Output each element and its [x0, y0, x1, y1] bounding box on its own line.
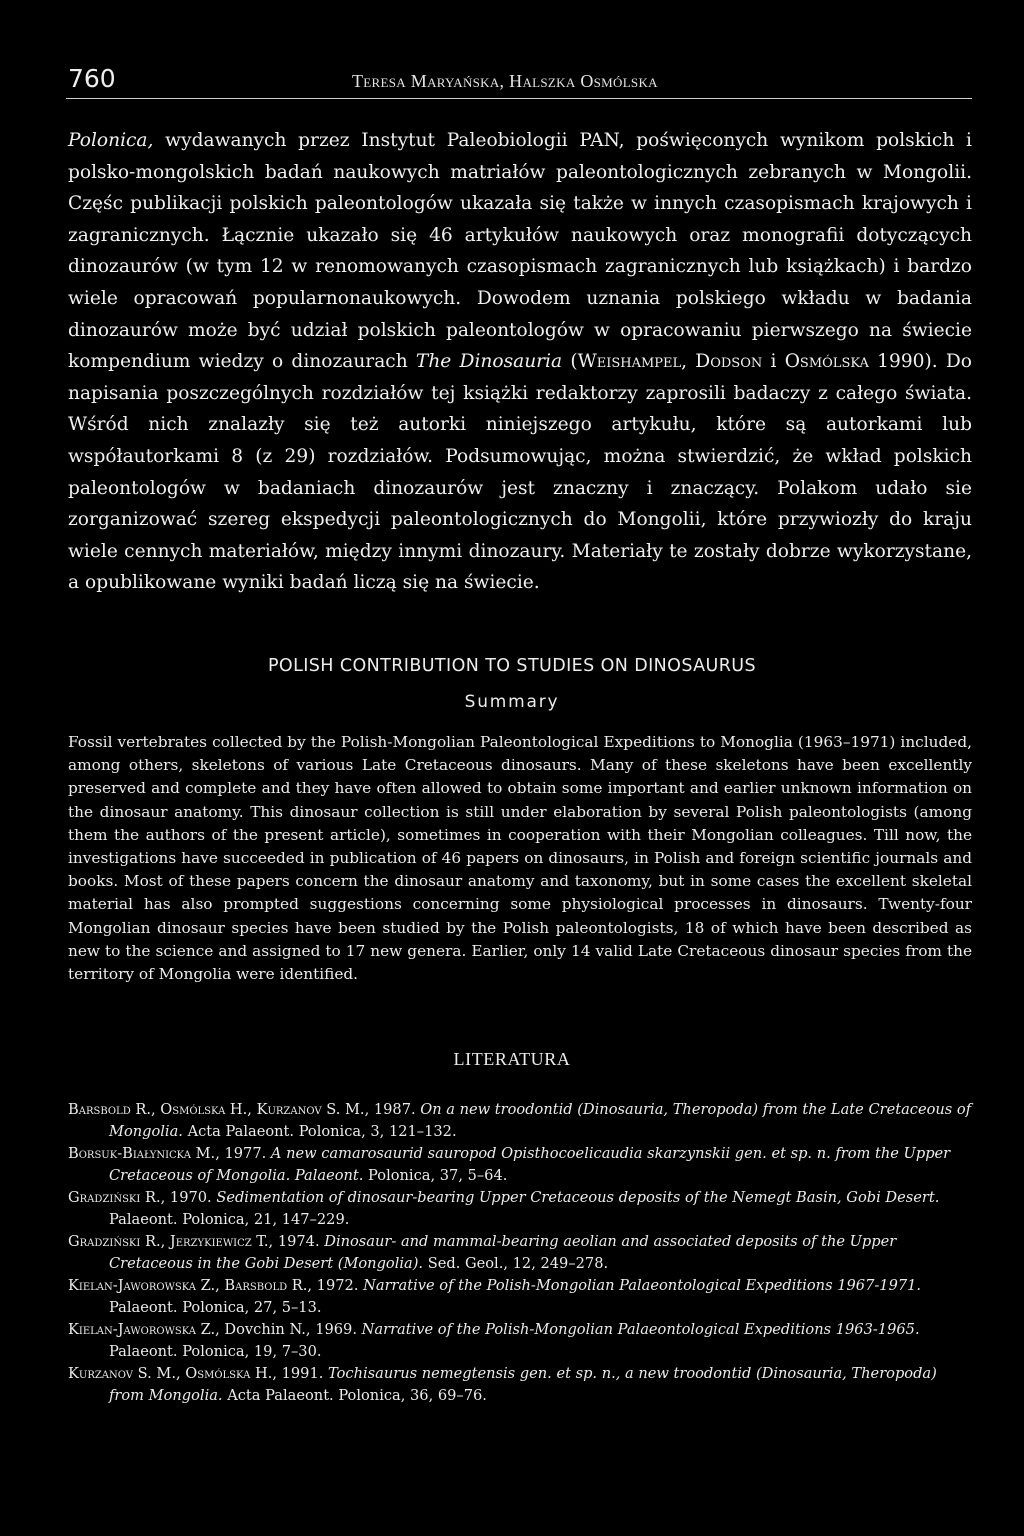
page-header	[66, 62, 972, 99]
reference-item: Borsuk-Białynicka M., 1977. A new camarosaurid sauropod Opisthocoelicaudia skarzynskii gen. et sp. n. from the Upper Cretaceous of Mongolia. Palaeont. Polonica, 37, 5–64.	[68, 1145, 951, 1184]
page-number: 760	[68, 64, 116, 93]
summary-subheading: Summary	[464, 692, 560, 712]
book-title: The Dinosauria	[415, 351, 563, 373]
reference-item: Gradziński R., 1970. Sedimentation of dinosaur-bearing Upper Cretaceous deposits of the Nemegt Basin, Gobi Desert. Palaeont. Polonica, 21, 147–229.	[68, 1189, 940, 1228]
reference-list	[68, 1099, 972, 1407]
reference-item: Kielan-Jaworowska Z., Dovchin N., 1969. Narrative of the Polish-Mongolian Palaeontological Expeditions 1963-1965. Palaeont. Polonica, 19, 7–30.	[68, 1321, 920, 1360]
polish-text-part: wydawanych przez Instytut Paleobiologii PAN, poświęconych wynikom polskich i polsko-mongolskich badań naukowych matriałów paleontologicznych zebranych w Mongolii. Częśc publikacji polskich paleontologów ukazała się także w innych czasopismach krajowych i zagranicznych. Łącznie ukazało się 46 artykułów naukowych oraz monografii dotyczących dinozaurów (w tym 12 w renomowanych czasopismach zagranicznych lub książkach) i bardzo wiele opracowań popularnonaukowych. Dowodem uznania polskiego wkładu w badania dinozaurów może być udział polskich paleontologów w opracowaniu pierwszego na świecie kompendium wiedzy o dinozaurach	[68, 130, 972, 373]
reference-item: Kielan-Jaworowska Z., Barsbold R., 1972. Narrative of the Polish-Mongolian Palaeontological Expeditions 1967-1971. Palaeont. Polonica, 27, 5–13.	[68, 1277, 922, 1316]
polish-paragraph	[68, 125, 972, 599]
reference-item: Barsbold R., Osmólska H., Kurzanov S. M., 1987. On a new troodontid (Dinosauria, Theropoda) from the Late Cretaceous of Mongolia. Acta Palaeont. Polonica, 3, 121–132.	[68, 1101, 972, 1140]
polish-text-part: i	[762, 351, 785, 373]
polish-text-part: (	[562, 351, 578, 373]
citation-author: Osmólska	[784, 351, 869, 373]
literature-heading: LITERATURA	[453, 1049, 571, 1069]
citation-authors: Weishampel, Dodson	[577, 351, 763, 373]
running-head: Teresa Maryańska, Halszka Osmólska	[352, 71, 658, 91]
summary-heading: POLISH CONTRIBUTION TO STUDIES ON DINOSAURUS	[267, 656, 757, 676]
summary-paragraph: Fossil vertebrates collected by the Polish-Mongolian Paleontological Expeditions to Monoglia (1963–1971) included, among others, skeletons of various Late Cretaceous dinosaurs. Many of these skeletons have been excellently preserved and complete and they have often allowed to obtain some important and earlier unknown information on the dinosaur anatomy. This dinosaur collection is still under elaboration by several Polish paleontologists (among them the authors of the present article), sometimes in cooperation with their Mongolian colleagues. Till now, the investigations have succeeded in publication of 46 papers on dinosaurs, in Polish and foreign scientific journals and books. Most of these papers concern the dinosaur anatomy and taxonomy, but in some cases the excellent skeletal material has also prompted suggestions concerning some physiological processes in dinosaurs. Twenty-four Mongolian dinosaur species have been studied by the Polish paleontologists, 18 of which have been described as new to the science and assigned to 17 new genera. Earlier, only 14 valid Late Cretaceous dinosaur species from the territory of Mongolia were identified.	[68, 733, 972, 984]
reference-item: Kurzanov S. M., Osmólska H., 1991. Tochisaurus nemegtensis gen. et sp. n., a new troodontid (Dinosauria, Theropoda) from Mongolia. Acta Palaeont. Polonica, 36, 69–76.	[68, 1365, 937, 1404]
polish-text-part: 1990). Do napisania poszczególnych rozdziałów tej książki redaktorzy zaprosili badaczy z całego świata. Wśród nich znalazły się też autorki niniejszego artykułu, które są autorkami lub współautorkami 8 (z 29) rozdziałów. Podsumowując, można stwierdzić, że wkład polskich paleontologów w badaniach dinozaurów jest znaczny i znaczący. Polakom udało sie zorganizować szereg ekspedycji paleontologicznych do Mongolii, które przywiozły do kraju wiele cennych materiałów, między innymi dinozaury. Materiały te zostały dobrze wykorzystane, a opublikowane wyniki badań liczą się na świecie.	[68, 351, 972, 594]
reference-item: Gradziński R., Jerzykiewicz T., 1974. Dinosaur- and mammal-bearing aeolian and associated deposits of the Upper Cretaceous in the Gobi Desert (Mongolia). Sed. Geol., 12, 249–278.	[68, 1233, 897, 1272]
journal-name: Polonica,	[68, 130, 154, 151]
